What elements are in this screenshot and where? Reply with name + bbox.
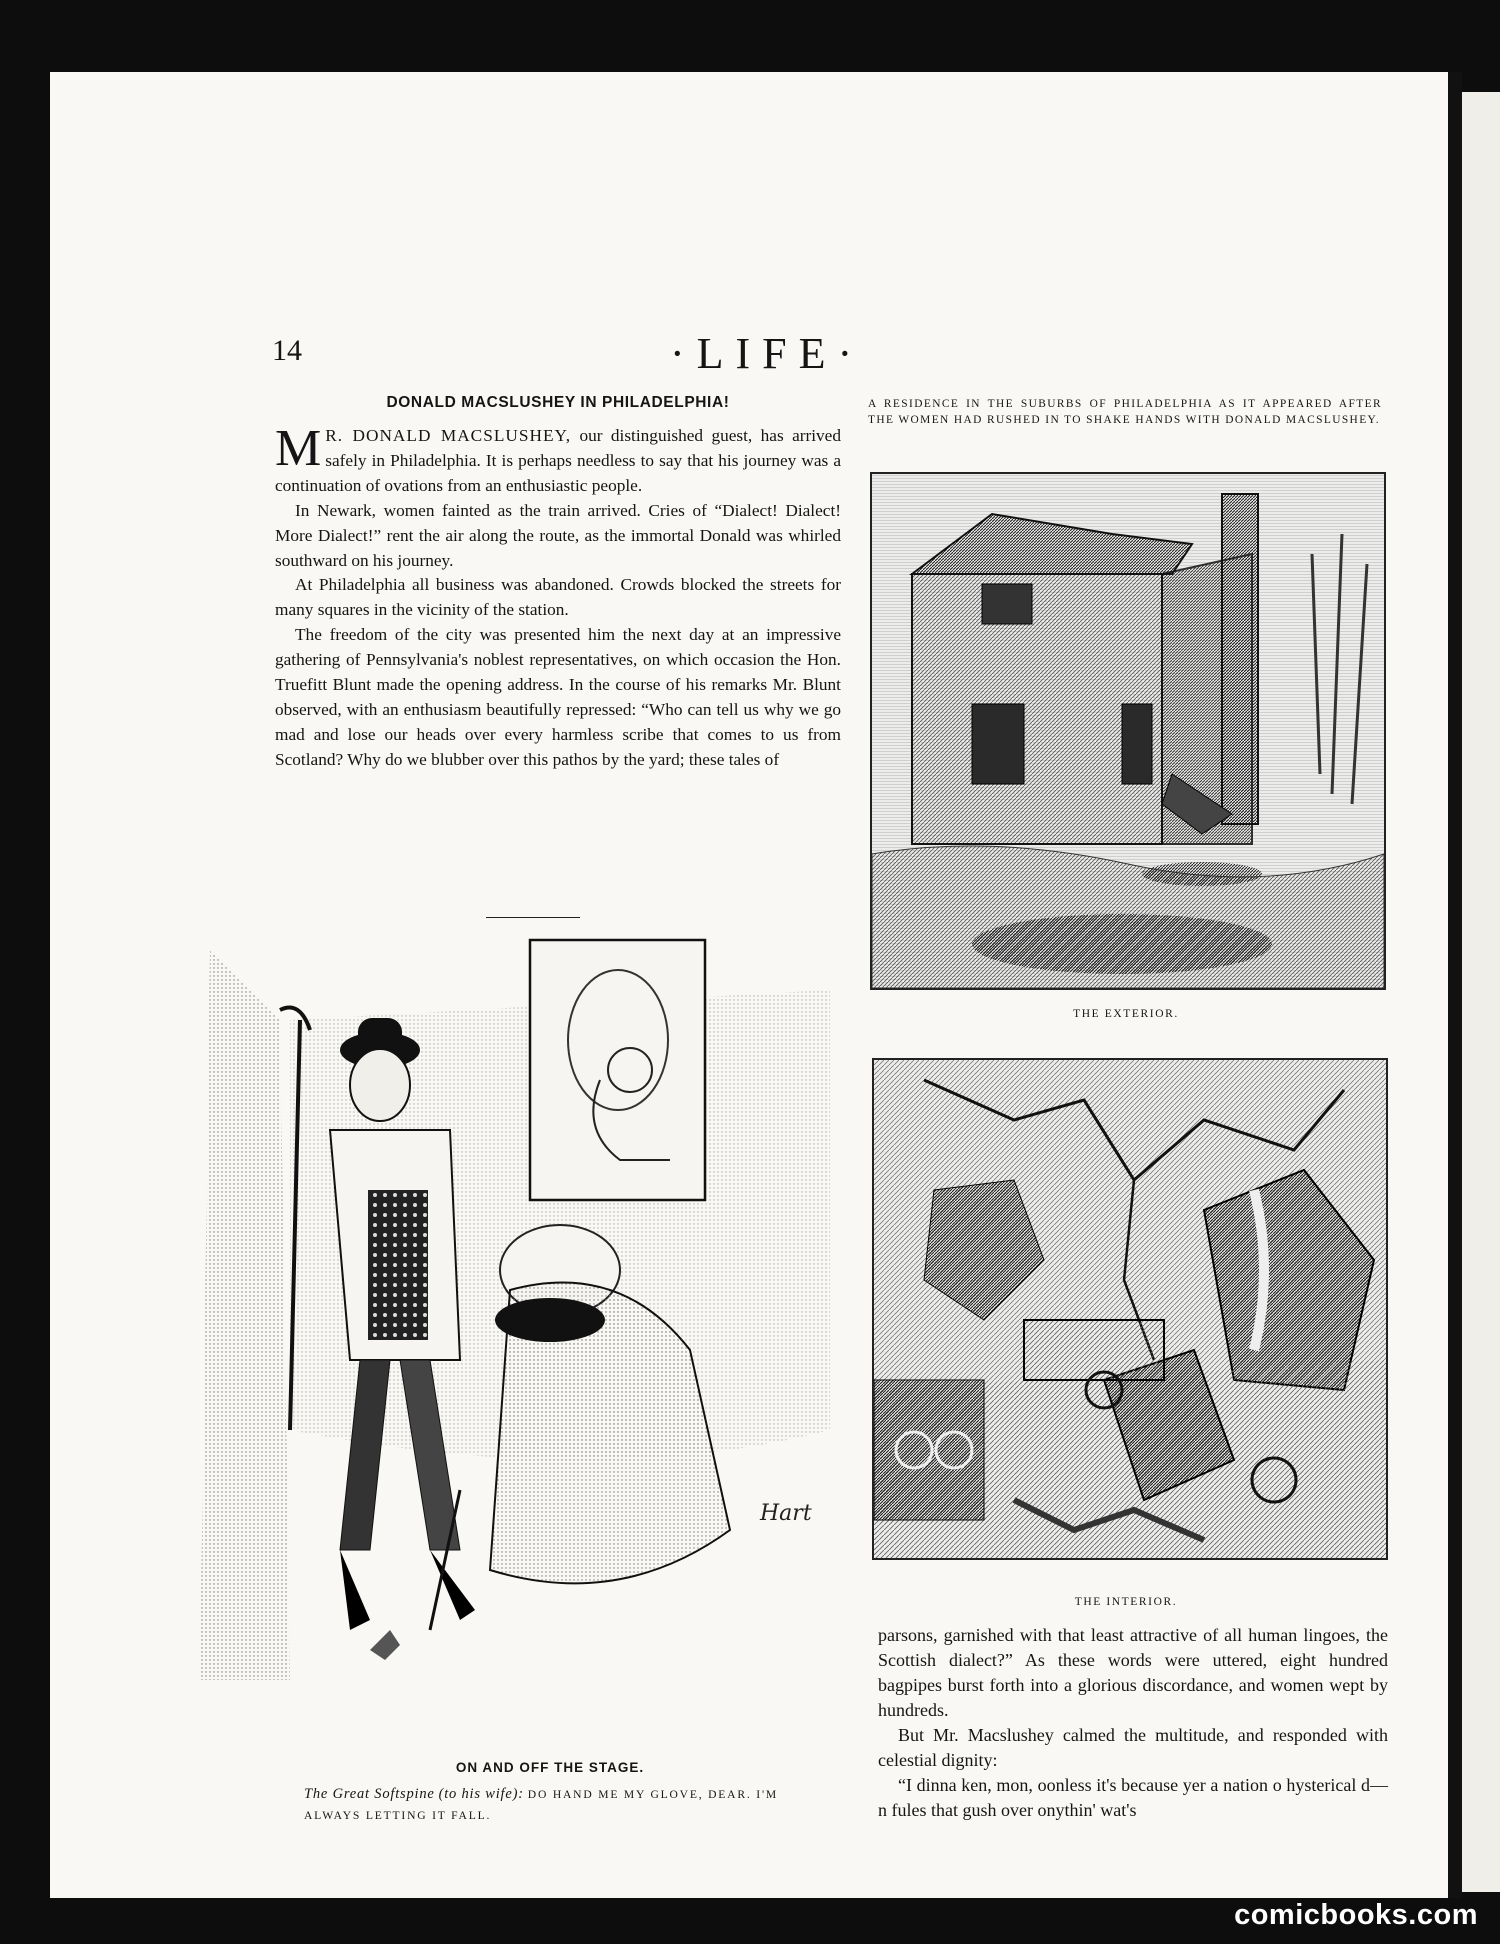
adjacent-page-edge (1462, 92, 1500, 1892)
illustration-caption: A RESIDENCE IN THE SUBURBS OF PHILADELPHIA AS IT APPEARED AFTER THE WOMEN HAD RUSHED IN TO SHAKE HANDS WITH DONALD MACSLUSHEY. (868, 398, 1382, 426)
cartoon-caption (304, 1784, 782, 1826)
masthead-title: ·LIFE· (670, 329, 865, 378)
continued-paragraph-1: parsons, garnished with that least attractive of all human lingoes, the Scottish dialect?” As these words were uttered, eight hundred bagpipes burst forth into a glorious discordance, and women wept by hundreds. (878, 1625, 1388, 1720)
cartoon-aside: (to his wife): (438, 1786, 524, 1802)
exterior-illustration (870, 472, 1386, 990)
drop-cap: M (275, 420, 322, 477)
article-body-left (275, 420, 841, 773)
gentleman-and-wife-drawing (200, 930, 830, 1680)
article-paragraph-4: The freedom of the city was presented him the next day at an impressive gathering of Pennsylvania's noblest representatives, on which occasion the Hon. Truefitt Blunt made the opening address. In the course of his remarks Mr. Blunt observed, with an enthusiasm beautifully repressed: “Who can tell us why we go mad and lose our heads over every harmless scribe that comes to us from Scotland? Why do we blubber over this pathos by the yard; these tales of (275, 625, 841, 769)
page-gutter (1448, 72, 1462, 1898)
interior-illustration (872, 1058, 1388, 1560)
glove (370, 1630, 400, 1660)
page-number: 14 (272, 334, 302, 367)
cartoon-dialogue: DO HAND ME MY GLOVE, DEAR. I'M ALWAYS LETTING IT FALL. (304, 1788, 778, 1822)
exterior-label: THE EXTERIOR. (1073, 1008, 1179, 1020)
cartoon-illustration (200, 930, 830, 1680)
interior-label: THE INTERIOR. (1074, 1596, 1178, 1608)
article-body-right (878, 1623, 1388, 1823)
continued-paragraph-3: “I dinna ken, mon, oonless it's because yer a nation o hysterical d—n fules that gush over onythin' wat's (878, 1775, 1388, 1820)
opening-text: our distinguished guest, has arrived safely in Philadelphia. It is perhaps needless to say that his journey was a continuation of ovations from an enthusiastic people. (275, 426, 841, 495)
cartoon-title: ON AND OFF THE STAGE. (455, 1760, 645, 1775)
wrecked-room-drawing (874, 1060, 1386, 1558)
magazine-page (50, 72, 1448, 1898)
ruined-house-drawing (872, 474, 1384, 988)
cartoon-speaker: The Great Softspine (304, 1786, 435, 1802)
article-paragraph-1 (275, 420, 841, 499)
section-rule (486, 917, 580, 918)
article-headline: DONALD MACSLUSHEY IN PHILADELPHIA! (386, 394, 730, 411)
poster-frame (530, 940, 705, 1200)
watermark-text: comicbooks.com (1234, 1899, 1478, 1931)
artist-signature: Hart (760, 1501, 812, 1526)
article-paragraph-2: In Newark, women fainted as the train arrived. Cries of “Dialect! Dialect! More Dialect!” rent the air along the route, as the immortal Donald was whirled southward on his journey. (275, 500, 841, 570)
opening-smallcaps: R. DONALD MACSLUSHEY, (325, 426, 572, 445)
continued-paragraph-2: But Mr. Macslushey calmed the multitude, and responded with celestial dignity: (878, 1725, 1388, 1770)
article-paragraph-3: At Philadelphia all business was abandoned. Crowds blocked the streets for many squares in the vicinity of the station. (275, 575, 841, 620)
